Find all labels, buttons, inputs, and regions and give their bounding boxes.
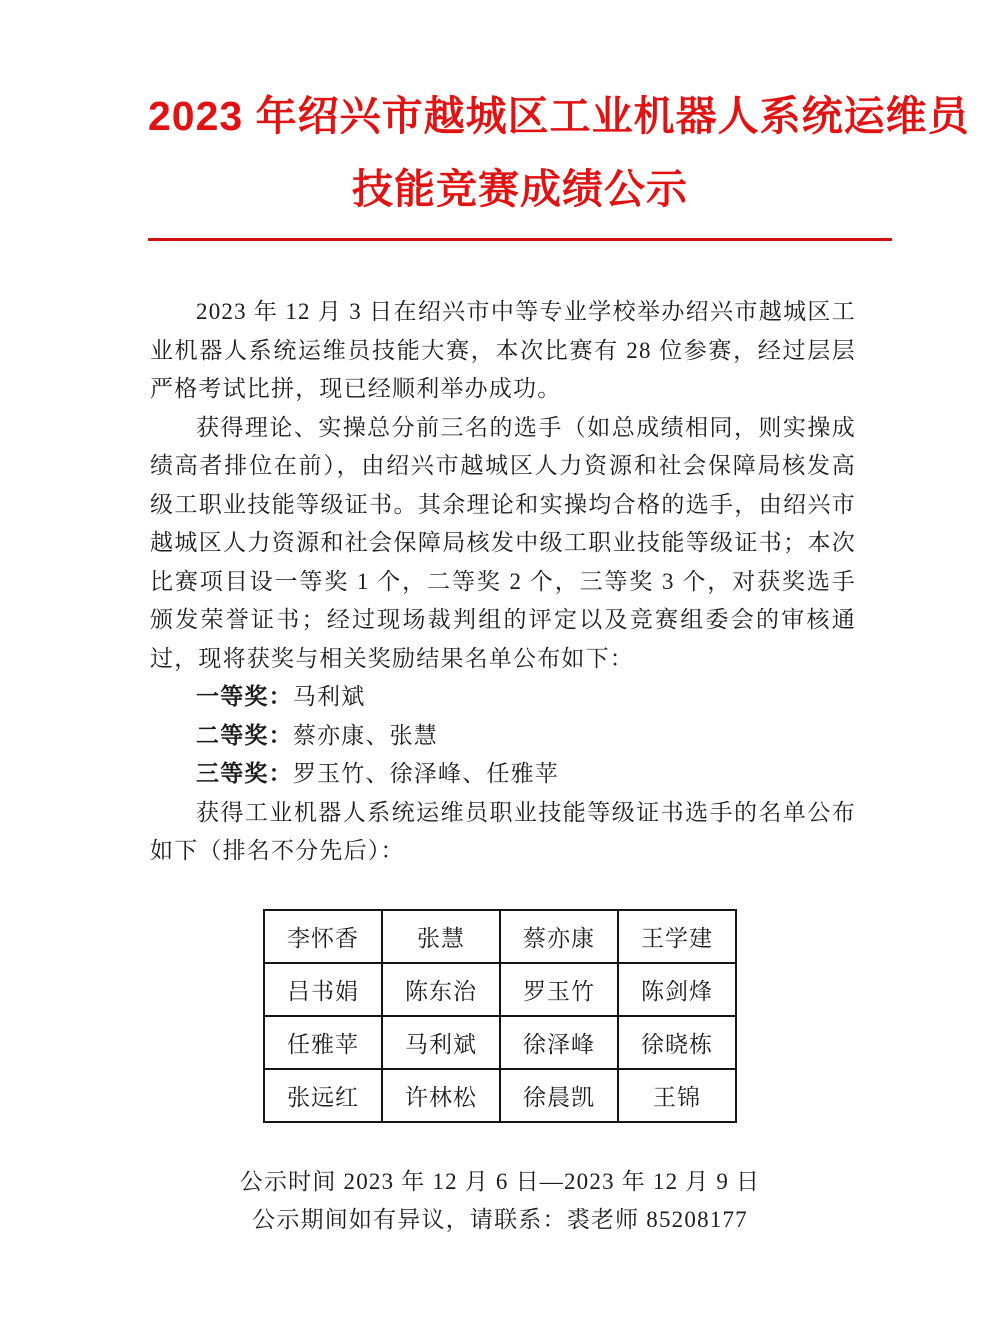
footer-publicity-period: 公示时间 2023 年 12 月 6 日—2023 年 12 月 9 日 xyxy=(239,1168,761,1194)
table-cell: 马利斌 xyxy=(382,1016,500,1069)
table-cell: 吕书娟 xyxy=(264,963,382,1016)
table-cell: 陈剑烽 xyxy=(618,963,736,1016)
award-second-names: 蔡亦康、张慧 xyxy=(292,722,439,748)
paragraph-intro: 2023 年 12 月 3 日在绍兴市中等专业学校举办绍兴市越城区工业机器人系统运维员技能大赛，本次比赛有 28 位参赛，经过层层严格考试比拼，现已经顺利举办成功。 xyxy=(150,299,856,401)
certificate-name-table xyxy=(263,909,737,1123)
award-second-label: 二等奖： xyxy=(196,722,293,748)
table-cell: 蔡亦康 xyxy=(500,910,618,963)
table-cell: 徐晨凯 xyxy=(500,1069,618,1122)
table-cell: 徐泽峰 xyxy=(500,1016,618,1069)
table-cell: 任雅苹 xyxy=(264,1016,382,1069)
table-cell: 王锦 xyxy=(618,1069,736,1122)
table-row xyxy=(264,1016,736,1069)
document-footer xyxy=(0,1163,1000,1240)
award-first-names: 马利斌 xyxy=(292,684,366,709)
award-second-prize xyxy=(150,717,856,756)
table-row xyxy=(264,963,736,1016)
table-row xyxy=(264,1069,736,1122)
award-first-label: 一等奖： xyxy=(196,684,293,709)
table-cell: 李怀香 xyxy=(264,910,382,963)
table-cell: 罗玉竹 xyxy=(500,963,618,1016)
document-title xyxy=(148,0,970,226)
table-cell: 许林松 xyxy=(382,1069,500,1122)
table-cell: 徐晓栋 xyxy=(618,1016,736,1069)
table-cell: 陈东治 xyxy=(382,963,500,1016)
table-cell: 王学建 xyxy=(618,910,736,963)
table-cell: 张远红 xyxy=(264,1069,382,1122)
award-third-prize xyxy=(150,755,856,794)
award-first-prize xyxy=(150,678,856,717)
table-row xyxy=(264,910,736,963)
title-line-2: 技能竞赛成绩公示 xyxy=(352,166,688,212)
title-line-1: 2023 年绍兴市越城区工业机器人系统运维员 xyxy=(148,93,970,139)
document-body xyxy=(150,293,856,871)
footer-contact: 公示期间如有异议，请联系：裘老师 85208177 xyxy=(252,1207,748,1232)
award-third-names: 罗玉竹、徐泽峰、任雅苹 xyxy=(292,761,560,786)
table-cell: 张慧 xyxy=(382,910,500,963)
paragraph-rules: 获得理论、实操总分前三名的选手（如总成绩相同，则实操成绩高者排位在前），由绍兴市越城区人力资源和社会保障局核发高级工职业技能等级证书。其余理论和实操均合格的选手，由绍兴市越城区人力资源和社会保障局核发中级工职业技能等级证书；本次比赛项目设一等奖 1 个，二等奖 2 个，三等奖 3 个，对获奖选手颁发荣誉证书；经过现场裁判组的评定以及竞赛组委会的审核通过，现将获奖与相关奖励结果名单公布如下： xyxy=(150,414,856,671)
award-third-label: 三等奖： xyxy=(196,761,293,786)
title-divider-line xyxy=(148,238,892,241)
paragraph-certificate-list: 获得工业机器人系统运维员职业技能等级证书选手的名单公布如下（排名不分先后）： xyxy=(150,799,856,863)
